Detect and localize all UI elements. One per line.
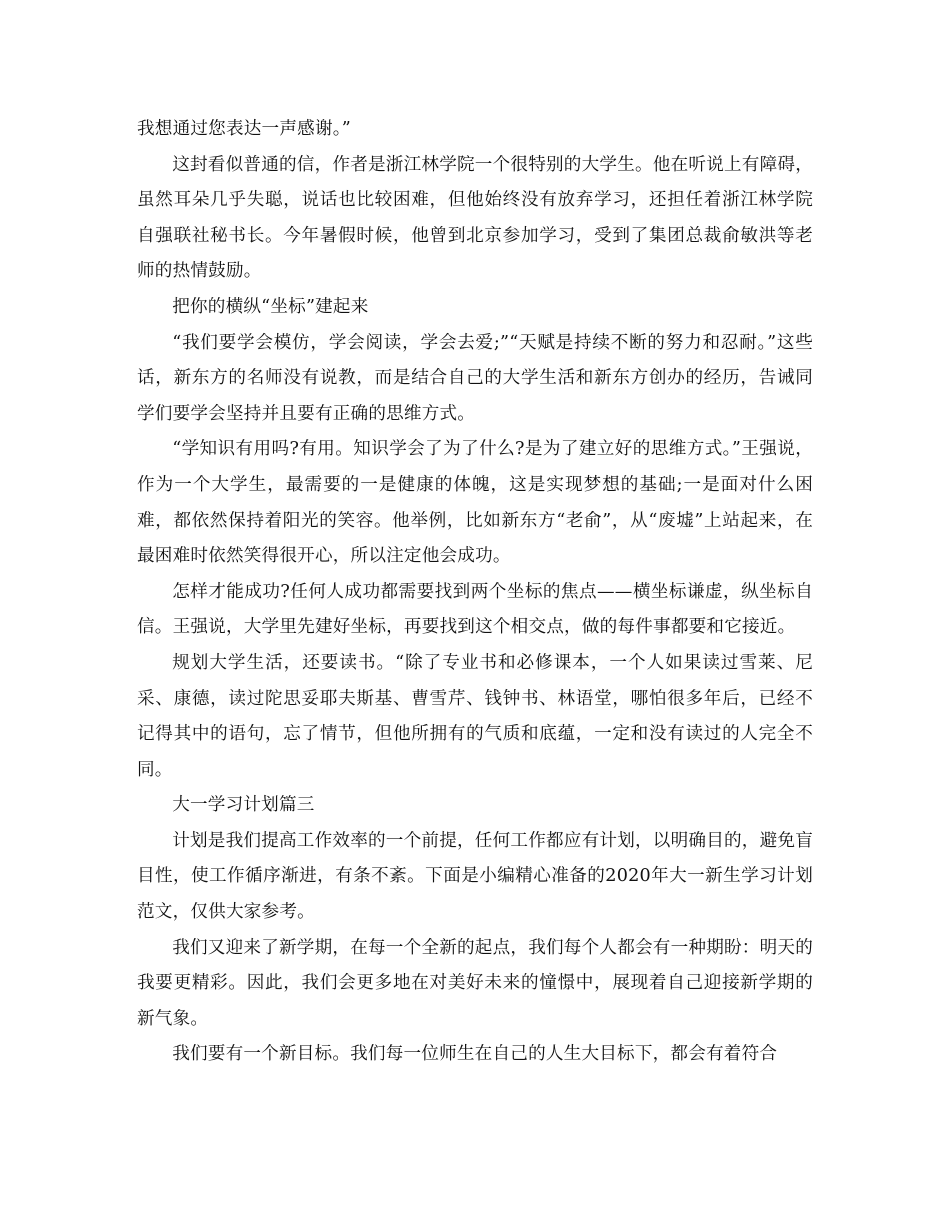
section-heading-coordinates: 把你的横纵“坐标”建起来	[172, 296, 369, 317]
paragraph-11: 我们要有一个新目标。我们每一位师生在自己的人生大目标下，都会有着符合	[172, 1044, 778, 1065]
paragraph-10: 我们又迎来了新学期，在每一个全新的起点，我们每个人都会有一种期盼：明天的我要更精彩。因此，我们会更多地在对美好未来的憧憬中，展现着自己迎接新学期的新气象。	[137, 937, 813, 1029]
paragraph-5: “学知识有用吗?有用。知识学会了为了什么?是为了建立好的思维方式。”王强说，作为一个大学生，最需要的一是健康的体魄，这是实现梦想的基础;一是面对什么困难，都依然保持着阳光的笑容。他举例，比如新东方“老俞”，从“废墟”上站起来，在最困难时依然笑得很开心，所以注定他会成功。	[137, 439, 813, 567]
section-heading-plan-3: 大一学习计划篇三	[172, 795, 315, 816]
paragraph-6: 怎样才能成功?任何人成功都需要找到两个坐标的焦点——横坐标谦虚，纵坐标自信。王强说，大学里先建好坐标，再要找到这个相交点，做的每件事都要和它接近。	[137, 581, 813, 638]
paragraph-7: 规划大学生活，还要读书。“除了专业书和必修课本，一个人如果读过雪莱、尼采、康德，读过陀思妥耶夫斯基、曹雪芹、钱钟书、林语堂，哪怕很多年后，已经不记得其中的语句，忘了情节，但他所拥有的气质和底蕴，一定和没有读过的人完全不同。	[137, 652, 813, 780]
paragraph-1: 我想通过您表达一声感谢。”	[137, 119, 351, 139]
paragraph-4: “我们要学会模仿，学会阅读，学会去爱;”“天赋是持续不断的努力和忍耐。”这些话，新东方的名师没有说教，而是结合自己的大学生活和新东方创办的经历，告诫同学们要学会坚持并且要有正确的思维方式。	[137, 332, 813, 424]
document-page	[137, 112, 813, 1073]
paragraph-2: 这封看似普通的信，作者是浙江林学院一个很特别的大学生。他在听说上有障碍，虽然耳朵几乎失聪，说话也比较困难，但他始终没有放弃学习，还担任着浙江林学院自强联社秘书长。今年暑假时候，他曾到北京参加学习，受到了集团总裁俞敏洪等老师的热情鼓励。	[137, 154, 813, 282]
paragraph-9: 计划是我们提高工作效率的一个前提，任何工作都应有计划，以明确目的，避免盲目性，使工作循序渐进，有条不紊。下面是小编精心准备的2020年大一新生学习计划范文，仅供大家参考。	[137, 830, 813, 923]
